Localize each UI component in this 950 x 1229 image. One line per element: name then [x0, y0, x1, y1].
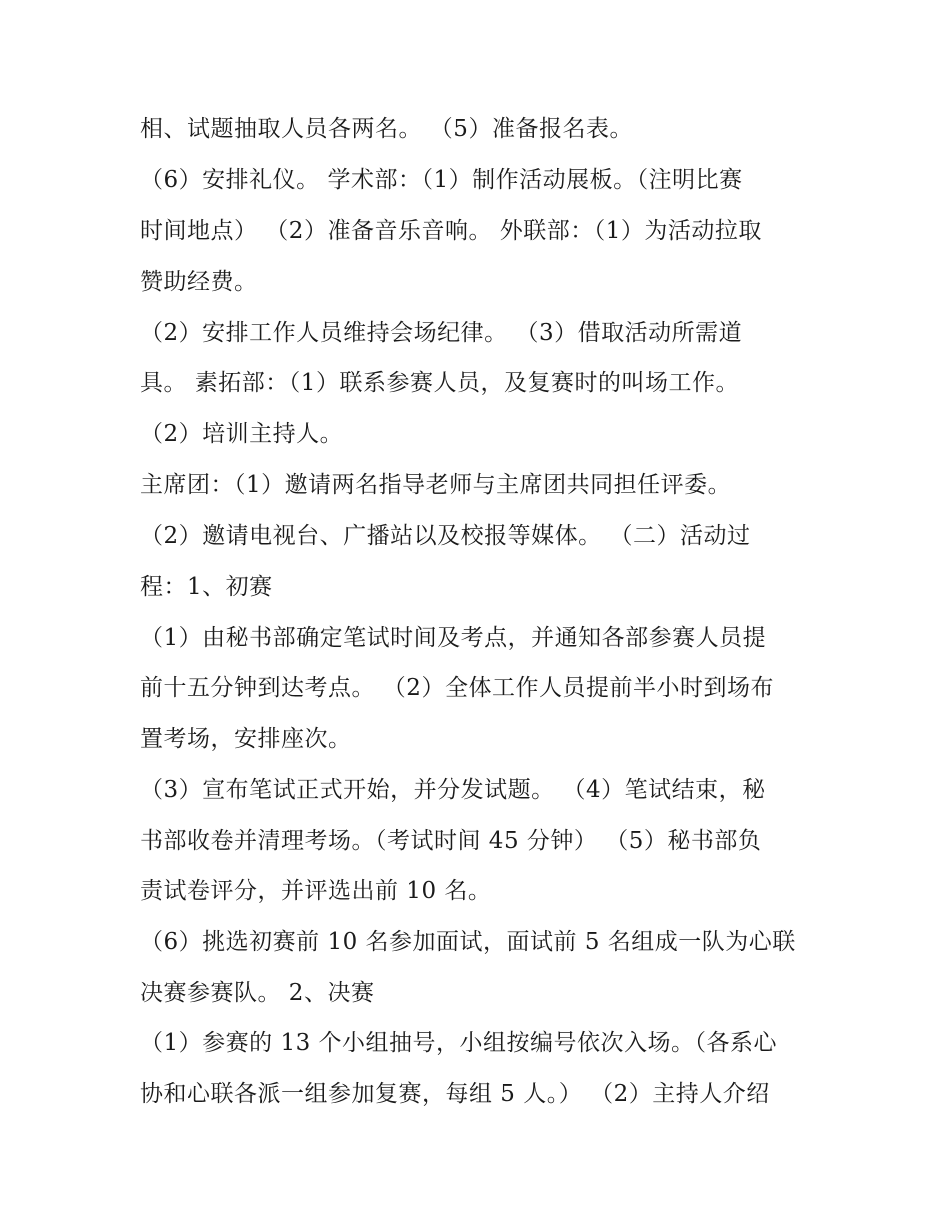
text-line: （1）由秘书部确定笔试时间及考点，并通知各部参赛人员提 [140, 625, 767, 651]
text-line: 责试卷评分，并评选出前 10 名。 [140, 878, 492, 904]
text-line: （6）挑选初赛前 10 名参加面试，面试前 5 名组成一队为心联 [140, 929, 796, 955]
text-line: 主席团：（1）邀请两名指导老师与主席团共同担任评委。 [140, 472, 732, 498]
text-line: 相、试题抽取人员各两名。 （5）准备报名表。 [140, 116, 633, 142]
text-line: （1）参赛的 13 个小组抽号，小组按编号依次入场。（各系心 [140, 1030, 778, 1056]
text-line: （2）培训主持人。 [140, 421, 344, 447]
text-line: 决赛参赛队。 2、决赛 [140, 980, 375, 1006]
text-line: 书部收卷并清理考场。（考试时间 45 分钟） （5）秘书部负 [140, 828, 762, 854]
text-line: 时间地点） （2）准备音乐音响。 外联部：（1）为活动拉取 [140, 218, 762, 244]
text-line: （6）安排礼仪。 学术部：（1）制作活动展板。（注明比赛 [140, 167, 743, 193]
text-line: （2）邀请电视台、广播站以及校报等媒体。 （二）活动过 [140, 523, 751, 549]
text-line: 前十五分钟到达考点。 （2）全体工作人员提前半小时到场布 [140, 675, 774, 701]
text-line: 赞助经费。 [140, 269, 258, 295]
text-line: 具。 素拓部：（1）联系参赛人员，及复赛时的叫场工作。 [140, 370, 739, 396]
text-line: 置考场，安排座次。 [140, 726, 352, 752]
text-line: 协和心联各派一组参加复赛，每组 5 人。） （2）主持人介绍 [140, 1081, 770, 1107]
text-line: 程：1、初赛 [140, 574, 273, 600]
text-line: （2）安排工作人员维持会场纪律。 （3）借取活动所需道 [140, 320, 743, 346]
text-line: （3）宣布笔试正式开始，并分发试题。 （4）笔试结束，秘 [140, 777, 766, 803]
